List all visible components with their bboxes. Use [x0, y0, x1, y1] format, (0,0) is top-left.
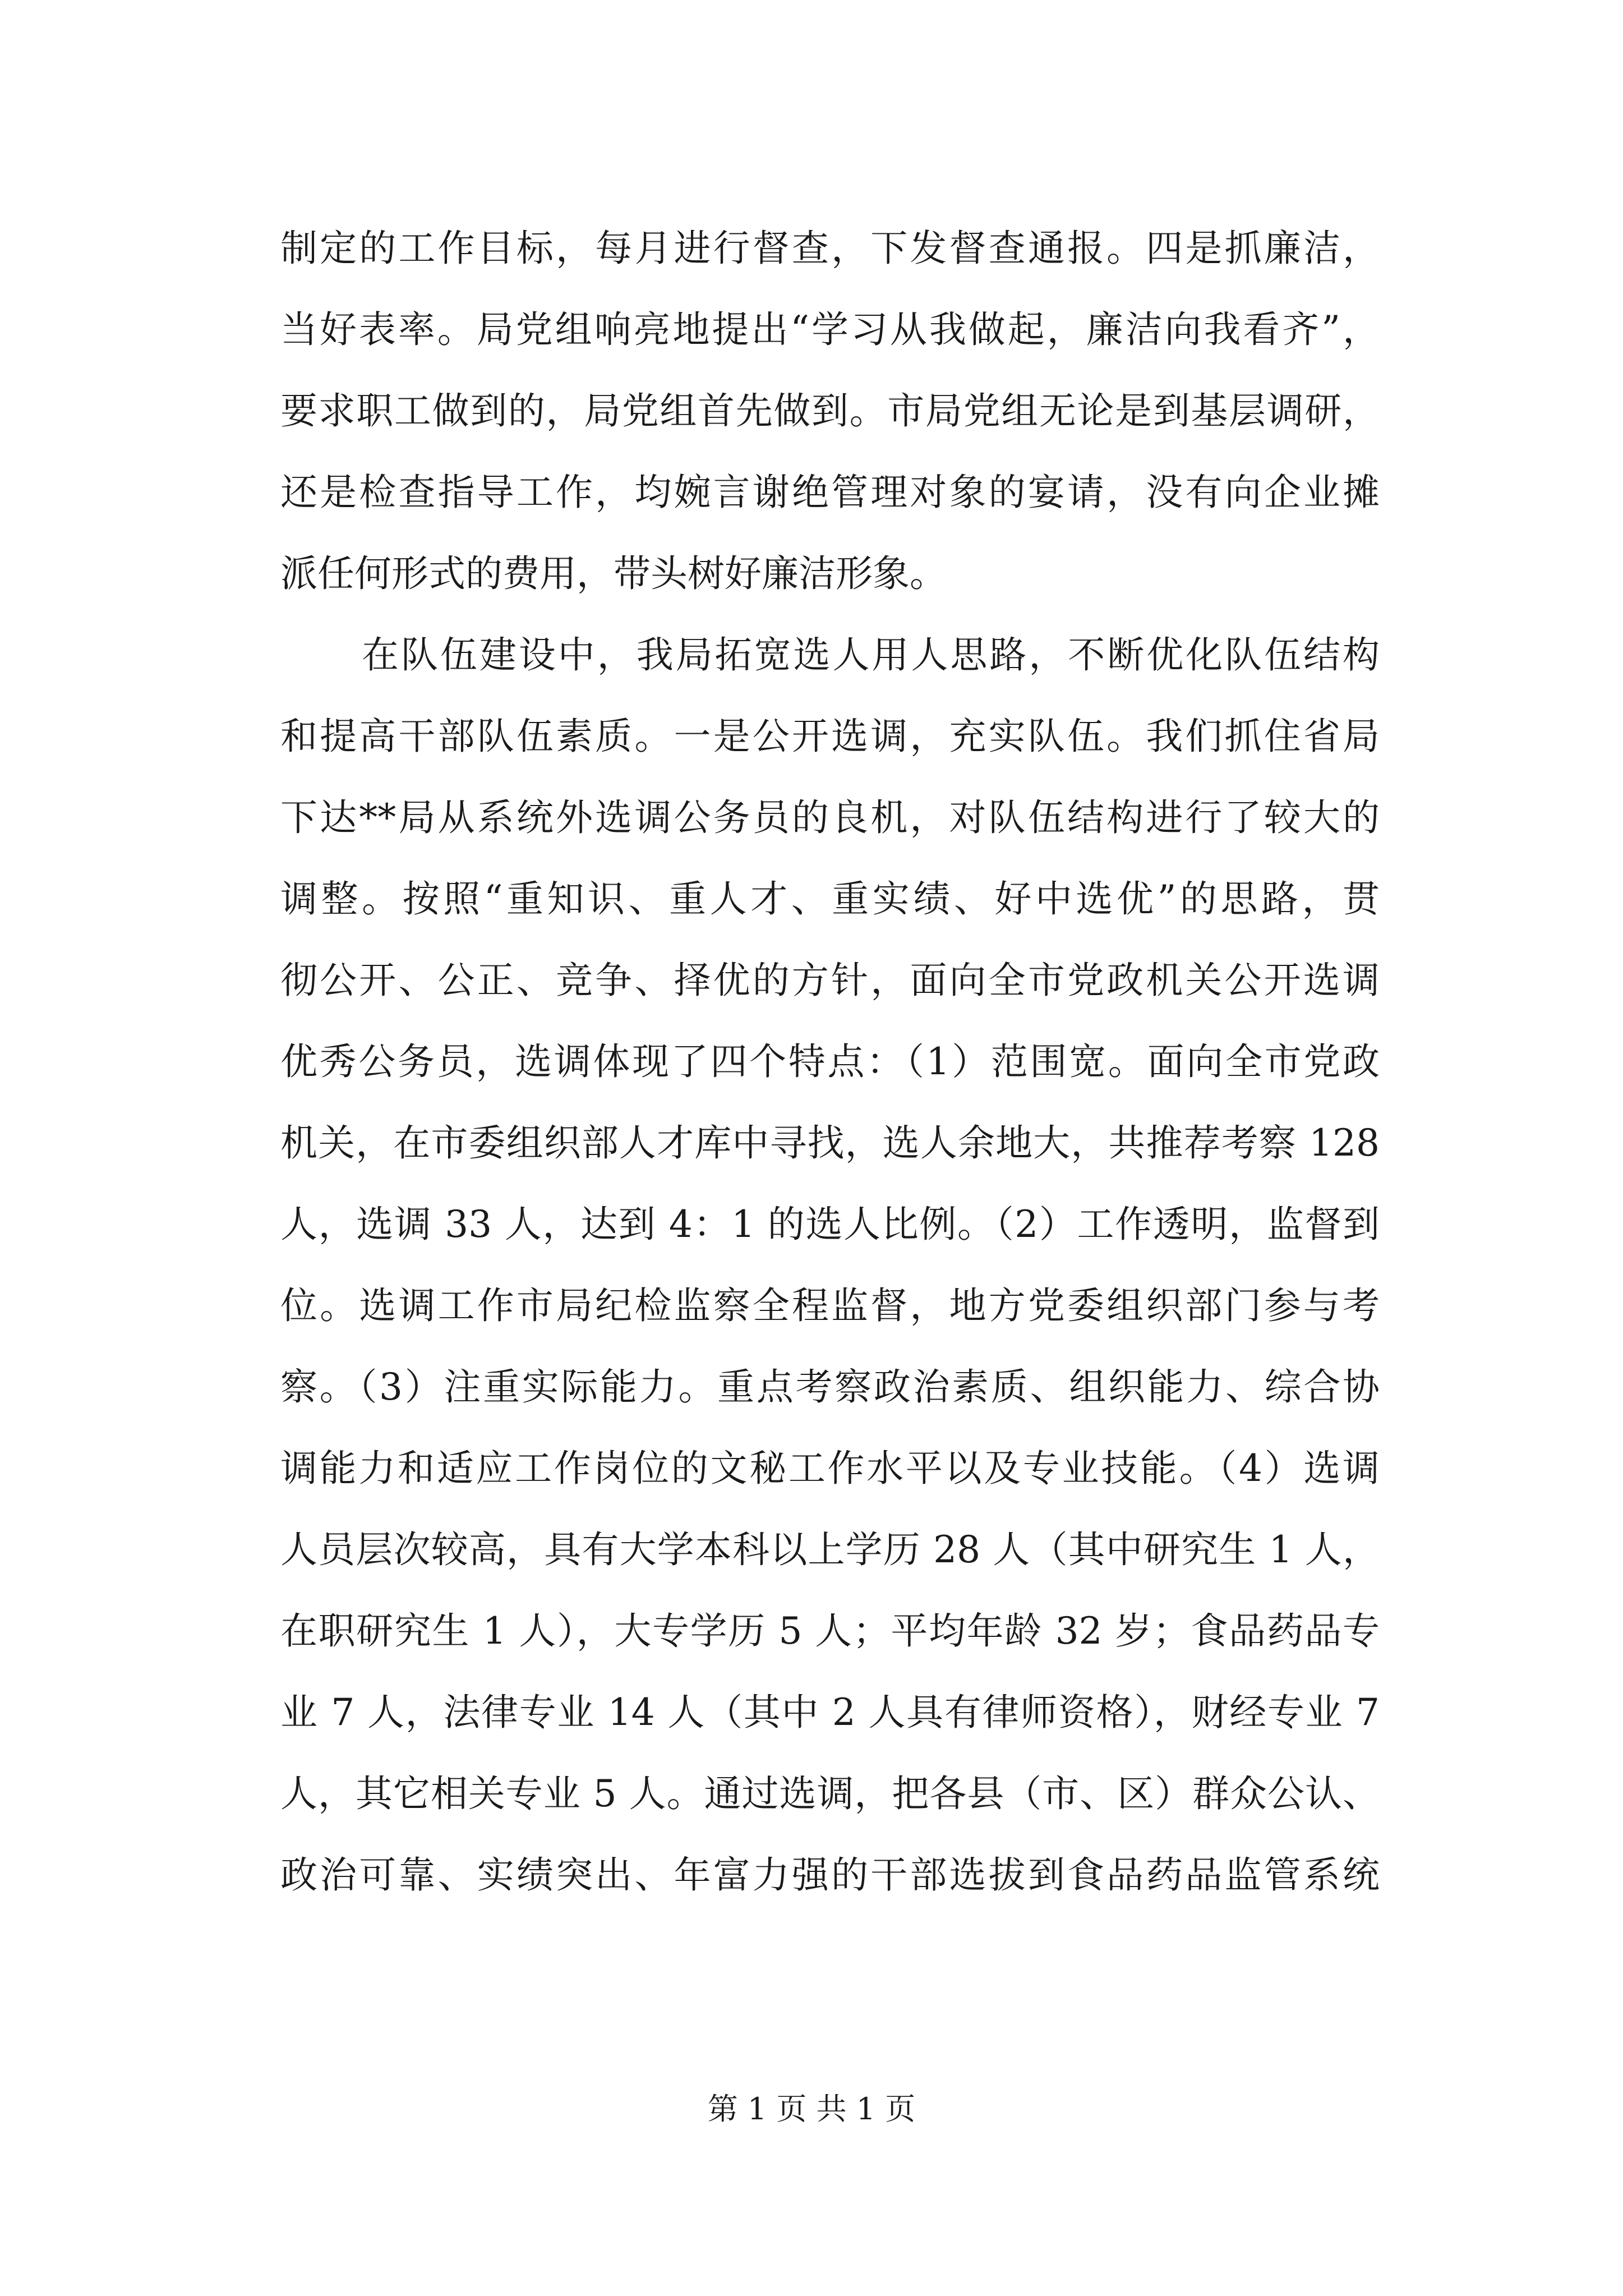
paragraph-1-line-2: 当好表率。局党组响亮地提出“学习从我做起，廉洁向我看齐”，: [280, 308, 1380, 351]
paragraph-2-line-12: 人员层次较高，具有大学本科以上学历 28 人（其中研究生 1 人，: [280, 1528, 1380, 1571]
paragraph-2-line-4: 调整。按照“重知识、重人才、重实绩、好中选优”的思路，贯: [280, 877, 1380, 921]
paragraph-2-line-15: 人，其它相关专业 5 人。通过选调，把各县（市、区）群众公认、: [280, 1772, 1380, 1815]
paragraph-2-line-5: 彻公开、公正、竞争、择优的方针，面向全市党政机关公开选调: [280, 959, 1380, 1002]
paragraph-2-line-9: 位。选调工作市局纪检监察全程监督，地方党委组织部门参与考: [280, 1284, 1380, 1327]
paragraph-2-line-2: 和提高干部队伍素质。一是公开选调，充实队伍。我们抓住省局: [280, 715, 1380, 758]
paragraph-2-line-16: 政治可靠、实绩突出、年富力强的干部选拔到食品药品监管系统: [280, 1853, 1380, 1897]
page-number-footer: 第 1 页 共 1 页: [707, 2091, 916, 2127]
paragraph-2-line-11: 调能力和适应工作岗位的文秘工作水平以及专业技能。（4）选调: [280, 1447, 1380, 1490]
paragraph-2-line-7: 机关，在市委组织部人才库中寻找，选人余地大，共推荐考察 128: [280, 1121, 1380, 1165]
paragraph-2-line-6: 优秀公务员，选调体现了四个特点：（1）范围宽。面向全市党政: [280, 1040, 1380, 1083]
paragraph-1-line-3: 要求职工做到的，局党组首先做到。市局党组无论是到基层调研，: [280, 389, 1380, 432]
paragraph-2-line-13: 在职研究生 1 人），大专学历 5 人；平均年龄 32 岁；食品药品专: [280, 1609, 1380, 1653]
paragraph-2-line-1: 在队伍建设中，我局拓宽选人用人思路，不断优化队伍结构: [362, 633, 1380, 677]
paragraph-2-line-8: 人，选调 33 人，达到 4：1 的选人比例。（2）工作透明，监督到: [280, 1203, 1380, 1246]
document-body: [280, 208, 1380, 1916]
paragraph-1-line-1: 制定的工作目标，每月进行督查，下发督查通报。四是抓廉洁，: [280, 227, 1380, 270]
paragraph-2-line-3: 下达**局从系统外选调公务员的良机，对队伍结构进行了较大的: [280, 796, 1380, 839]
paragraph-1-line-5: 派任何形式的费用，带头树好廉洁形象。: [280, 552, 947, 595]
paragraph-2-line-10: 察。（3）注重实际能力。重点考察政治素质、组织能力、综合协: [280, 1365, 1380, 1409]
paragraph-2-line-14: 业 7 人，法律专业 14 人（其中 2 人具有律师资格），财经专业 7: [280, 1691, 1380, 1734]
paragraph-1-line-4: 还是检查指导工作，均婉言谢绝管理对象的宴请，没有向企业摊: [280, 471, 1380, 514]
